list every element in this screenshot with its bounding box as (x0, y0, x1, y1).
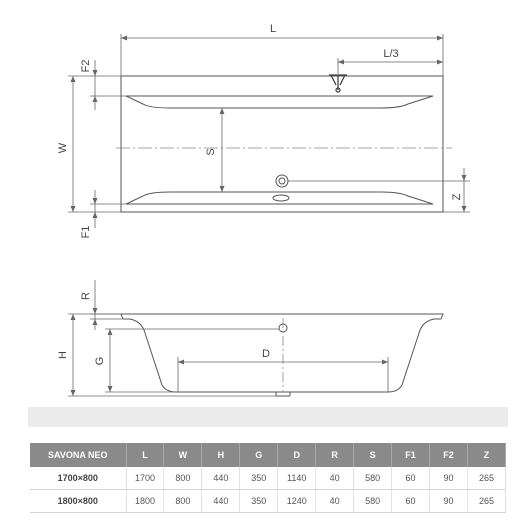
dim-label-third: L/3 (383, 48, 399, 60)
table-cell: 350 (240, 490, 278, 513)
separator-band (28, 407, 508, 427)
dim-label-f1: F1 (80, 225, 92, 239)
col-header-h: H (202, 443, 240, 467)
table-cell: 580 (354, 490, 392, 513)
col-header-w: W (164, 443, 202, 467)
table-cell: 440 (202, 467, 240, 490)
dim-label-z: Z (451, 193, 463, 201)
top-view-dimensions (68, 34, 470, 228)
col-header-f1: F1 (392, 443, 430, 467)
table-cell: 265 (467, 490, 505, 513)
table-cell: 800 (164, 467, 202, 490)
overflow-circle-inner (279, 178, 285, 184)
side-view (121, 314, 443, 396)
table-cell: 1700 (126, 467, 164, 490)
dim-label-length: L (269, 23, 277, 35)
table-cell: 90 (430, 490, 468, 513)
table-cell: 40 (316, 490, 354, 513)
inner-contour-upper (126, 96, 433, 108)
drain-ellipse (273, 195, 289, 201)
dim-label-s: S (205, 148, 217, 156)
dim-label-r: R (80, 292, 92, 300)
table-row (30, 467, 506, 490)
tub-outline-side (121, 314, 443, 392)
top-view (121, 76, 443, 212)
col-header-d: D (278, 443, 316, 467)
dim-label-h: H (57, 351, 69, 359)
table-cell-model: 1800×800 (30, 490, 126, 513)
table-cell: 800 (164, 490, 202, 513)
table-cell: 90 (430, 467, 468, 490)
dim-label-g: G (94, 356, 106, 366)
col-header-s: S (354, 443, 392, 467)
dim-label-width: W (57, 142, 69, 154)
side-view-dimensions (68, 280, 388, 396)
overflow-circle (276, 175, 288, 187)
top-view-arrows (71, 36, 467, 219)
col-header-r: R (316, 443, 354, 467)
table-cell: 265 (467, 467, 505, 490)
inner-contour-lower (126, 192, 433, 204)
specs-table (30, 443, 506, 513)
table-cell: 580 (354, 467, 392, 490)
table-cell: 1140 (278, 467, 316, 490)
table-cell: 1800 (126, 490, 164, 513)
col-header-z: Z (467, 443, 505, 467)
table-cell: 40 (316, 467, 354, 490)
table-cell: 350 (240, 467, 278, 490)
dim-label-f2: F2 (80, 59, 92, 73)
col-header-l: L (126, 443, 164, 467)
table-cell: 60 (392, 467, 430, 490)
faucet-icon (329, 75, 347, 92)
col-header-g: G (240, 443, 278, 467)
table-row (30, 490, 506, 513)
table-cell: 60 (392, 490, 430, 513)
table-cell-model: 1700×800 (30, 467, 126, 490)
table-cell: 440 (202, 490, 240, 513)
dim-label-d: D (262, 348, 270, 360)
col-header-f2: F2 (430, 443, 468, 467)
side-view-arrows (71, 308, 389, 396)
table-cell: 1240 (278, 490, 316, 513)
col-header-model: SAVONA NEO (30, 443, 126, 467)
specs-table-header (30, 443, 506, 467)
